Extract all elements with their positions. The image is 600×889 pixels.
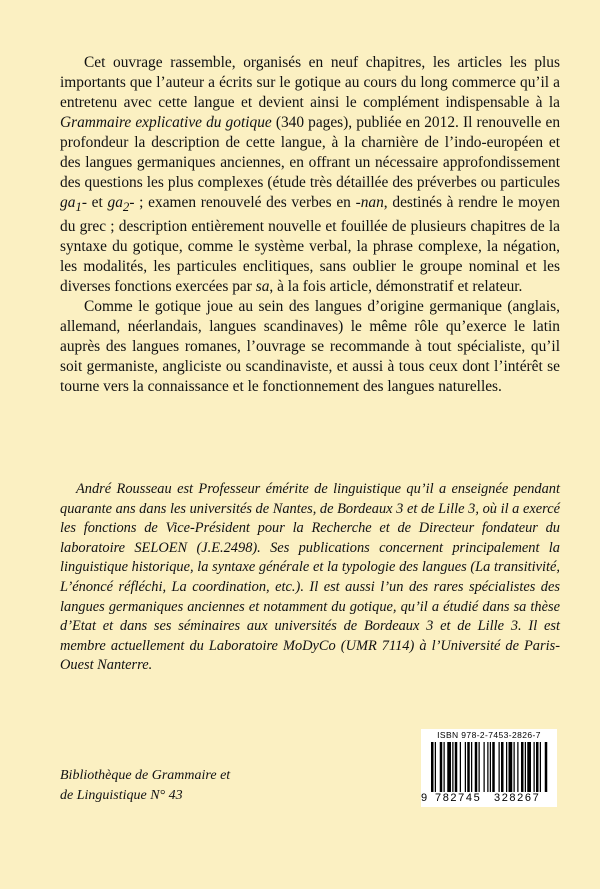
- word-sa: sa: [255, 278, 270, 296]
- description-text: - ; examen renouvelé des verbes en: [129, 194, 356, 211]
- verb-suffix-nan: -nan: [355, 194, 384, 211]
- author-bio: [60, 480, 560, 676]
- barcode-left-group: 782745: [435, 792, 482, 804]
- collection-line-1: Bibliothèque de Grammaire et: [60, 768, 231, 783]
- description-paragraph-2: Comme le gotique joue au sein des langues d’origine germanique (anglais, allemand, néerlandais, langues scandinaves) le même rôle qu’exerce le latin auprès des langues romanes, l’ouvrage se recommande à tout spécialiste, qu’il soit germaniste, angliciste ou scandinaviste, et aussi à tous ceux dont l’intérêt se tourne vers la connaissance et le fonctionnement des langues naturelles.: [60, 298, 560, 396]
- isbn-barcode: [421, 729, 557, 807]
- barcode-bars: [429, 742, 549, 792]
- isbn-label: ISBN 978-2-7453-2826-7: [437, 730, 541, 740]
- description-text: - et: [81, 194, 108, 211]
- barcode-right-group: 328267: [494, 792, 541, 804]
- description-text: , destinés à rendre le moyen du grec ; description entièrement nouvelle et fouillée de plusieurs chapitres de la syntaxe du gotique, comme le système verbal, la phrase complexe, la négation, les modalités, les particules enclitiques, sans oublier le groupe nominal et les diverses fonctions exercées par: [60, 194, 560, 296]
- author-bio-text: André Rousseau est Professeur émérite de linguistique qu’il a enseignée pendant quarante ans dans les universités de Nantes, de Bordeaux 3 et de Lille 3, où il a exercé les fonctions de Vice-Président pour la Recherche et de Directeur fondateur du laboratoire SELOEN (J.E.2498). Ses publications concernent principalement la linguistique historique, la syntaxe générale et la typologie des langues (La transitivité, L’énoncé réfléchi, La coordination, etc.). Il est aussi l’un des rares spécialistes des langues germaniques anciennes et notamment du gotique, qu’il a étudié dans sa thèse d’Etat et dans ses séminaires aux universités de Bordeaux 3 et de Lille 3. Il est membre actuellement du Laboratoire MoDyCo (UMR 7114) à l’Université de Paris-Ouest Nanterre.: [60, 481, 560, 674]
- description-text: (340 pages), publiée en 2012. Il renouvelle en profondeur la description de cette langue, à la charnière de l’indo-européen et des langues germaniques anciennes, en offrant un nécessaire approfondissement des questions les plus complexes (étude très détaillée des préverbes ou particules: [60, 114, 561, 191]
- description-paragraph-1: [60, 53, 560, 297]
- particle-ga1: $ga_1$: [60, 194, 82, 215]
- collection-line-2: de Linguistique N° 43: [60, 788, 183, 803]
- grammar-title: Grammaire explicative du gotique: [60, 114, 272, 131]
- book-description: [60, 53, 560, 397]
- description-text: Cet ouvrage rassemble, organisés en neuf chapitres, les articles les plus importants que l’auteur a écrits sur le gotique au cours du long commerce qu’il a entretenu avec cette langue et devient ainsi le complément indispensable à la: [60, 54, 560, 111]
- particle-ga2: $ga_2$: [107, 194, 130, 215]
- collection-name: [60, 766, 300, 806]
- description-text: , à la fois article, démonstratif et relateur.: [269, 278, 523, 296]
- barcode-first-digit: 9: [421, 792, 428, 804]
